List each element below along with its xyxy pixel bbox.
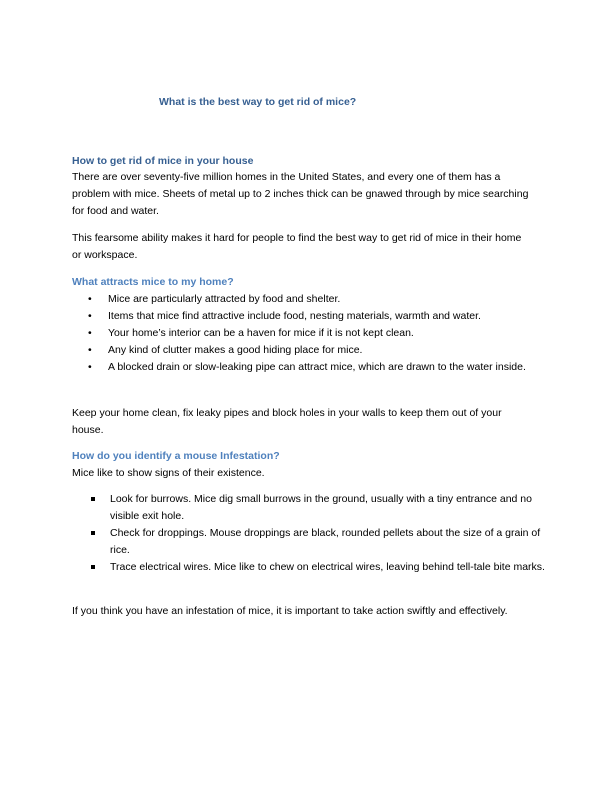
bullet-icon: • (88, 293, 92, 305)
paragraph-closing: If you think you have an infestation of mice, it is important to take action swiftly and effectively. (72, 605, 508, 617)
list-item: • Your home’s interior can be a haven for mice if it is not kept clean. (88, 325, 528, 342)
bullet-icon: • (88, 344, 92, 356)
list-item: Look for burrows. Mice dig small burrows in the ground, usually with a tiny entrance and no visible exit hole. (88, 491, 548, 525)
attracts-list (88, 291, 528, 376)
list-item: • Items that mice find attractive include food, nesting materials, warmth and water. (88, 308, 528, 325)
square-bullet-icon (91, 531, 95, 535)
paragraph-keep-clean: Keep your home clean, fix leaky pipes and block holes in your walls to keep them out of your house. (72, 407, 502, 436)
bullet-icon: • (88, 327, 92, 339)
section-heading-attracts: What attracts mice to my home? (72, 276, 234, 288)
square-bullet-icon (91, 497, 95, 501)
list-item: • Mice are particularly attracted by food and shelter. (88, 291, 528, 308)
list-item: Trace electrical wires. Mice like to chew on electrical wires, leaving behind tell-tale bite marks. (88, 559, 548, 576)
paragraph-ability: This fearsome ability makes it hard for people to find the best way to get rid of mice in their home or workspace. (72, 232, 522, 261)
identify-list (88, 491, 548, 576)
section-heading-identify: How do you identify a mouse Infestation? (72, 450, 280, 462)
list-item: Check for droppings. Mouse droppings are black, rounded pellets about the size of a grain of rice. (88, 525, 548, 559)
list-item: • A blocked drain or slow-leaking pipe can attract mice, which are drawn to the water inside. (88, 359, 528, 376)
list-item: • Any kind of clutter makes a good hiding place for mice. (88, 342, 528, 359)
paragraph-intro: There are over seventy-five million homes in the United States, and every one of them has a problem with mice. Sheets of metal up to 2 inches thick can be gnawed through by mice searching for food and water. (72, 171, 529, 217)
bullet-icon: • (88, 310, 92, 322)
square-bullet-icon (91, 565, 95, 569)
paragraph-signs: Mice like to show signs of their existence. (72, 467, 265, 479)
bullet-icon: • (88, 361, 92, 373)
page-title: What is the best way to get rid of mice? (159, 96, 357, 108)
section-heading-get-rid: How to get rid of mice in your house (72, 155, 254, 167)
